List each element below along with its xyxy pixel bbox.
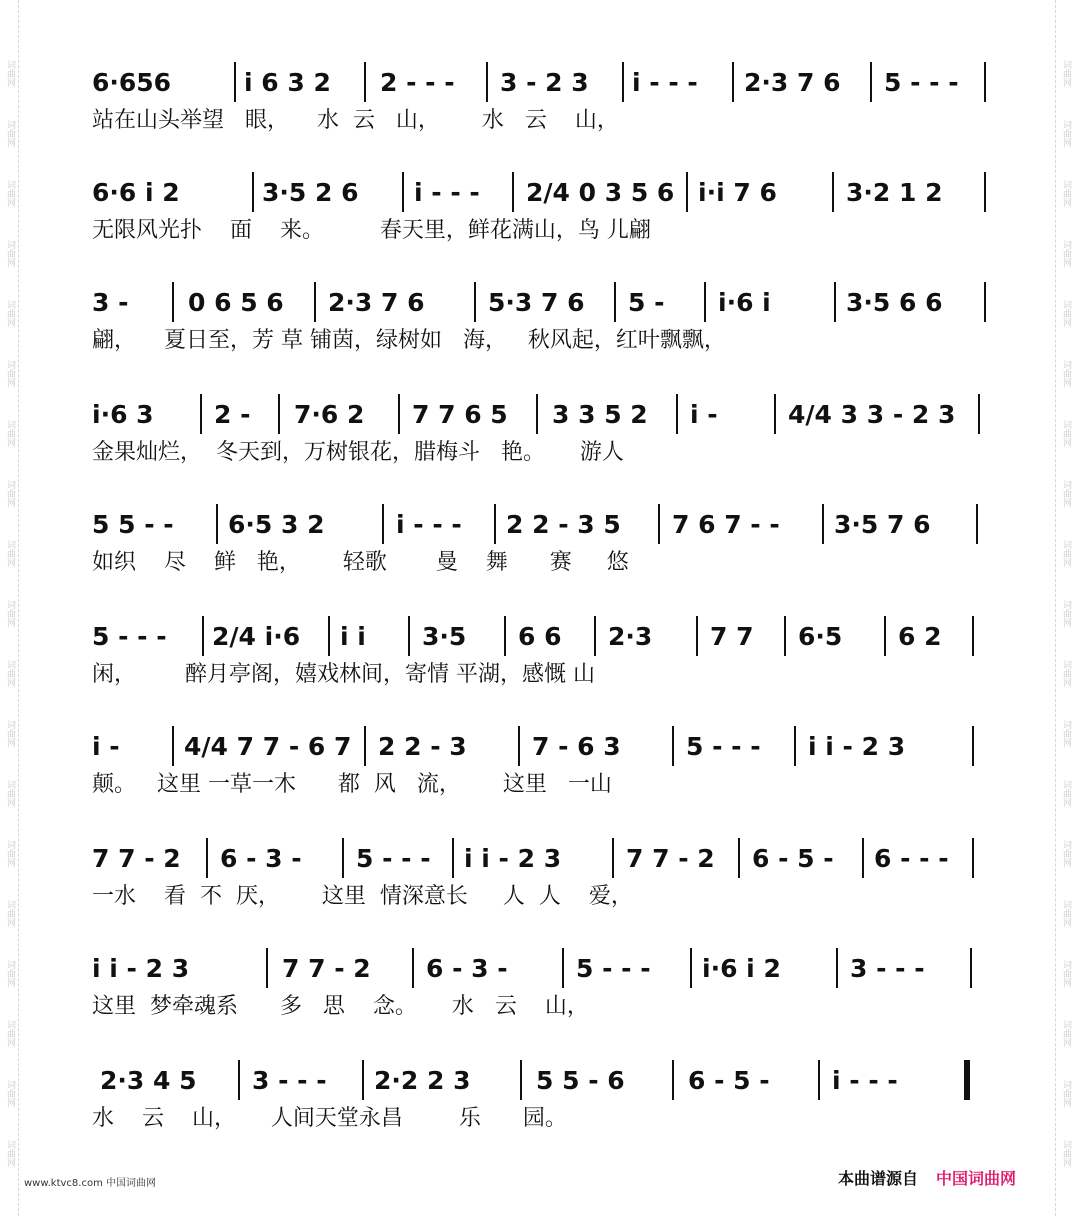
measure-notes: 6 - 3 - [220,844,302,873]
measure-notes: 6 - 5 - [688,1066,770,1095]
bar-line [884,616,886,656]
lyric-line [92,662,992,696]
bar-line [870,62,872,102]
measure-notes: 6·5 [798,622,843,651]
measure-notes: 2 2 - 3 [378,732,467,761]
bar-line [520,1060,522,1100]
bar-line [206,838,208,878]
watermark-text: 词曲网 [5,480,15,507]
lyric-text: 颠。 这里 一草一木 都 风 流， 这里 一山 [92,772,612,797]
watermark-text: 词曲网 [5,540,15,567]
bar-line [402,172,404,212]
measure-notes: i·6 i [718,288,771,317]
measure-notes: 5 - - - [576,954,651,983]
measure-notes: 0 6 5 6 [188,288,284,317]
watermark-text: 词曲网 [5,300,15,327]
bar-line [474,282,476,322]
measure-notes: 7 7 [710,622,754,651]
watermark-text: 词曲网 [1061,480,1071,507]
lyric-line [92,1106,992,1140]
bar-line [658,504,660,544]
footer-source [838,1166,1016,1189]
measure-notes: 2·3 4 5 [100,1066,197,1095]
watermark-text: 词曲网 [1061,780,1071,807]
watermark-text: 词曲网 [1061,60,1071,87]
score-system [92,392,992,502]
measure-notes: 6·5 3 2 [228,510,325,539]
measure-notes: i·6 3 [92,400,154,429]
score-system [92,280,992,390]
bar-line [362,1060,364,1100]
bar-line [504,616,506,656]
bar-line [486,62,488,102]
watermark-text: 词曲网 [5,720,15,747]
measure-notes: 6 6 [518,622,562,651]
watermark-text: 词曲网 [1061,360,1071,387]
measure-notes: 4/4 3 3 - 2 3 [788,400,956,429]
bar-line [984,172,986,212]
bar-line [836,948,838,988]
watermark-text: 词曲网 [5,1080,15,1107]
measure-notes: i - [92,732,120,761]
watermark-text: 词曲网 [1061,840,1071,867]
measure-notes: i i - 2 3 [464,844,562,873]
measure-notes: 5 5 - - [92,510,174,539]
final-bar-line [964,1060,970,1100]
measure-notes: i - - - [832,1066,898,1095]
bar-line [238,1060,240,1100]
measure-notes: 6·6 i 2 [92,178,180,207]
notes-line [92,60,992,104]
watermark-text: 词曲网 [5,960,15,987]
measure-notes: 3·5 2 6 [262,178,359,207]
measure-notes: 5 - - - [686,732,761,761]
bar-line [832,172,834,212]
watermark-text: 词曲网 [1061,1140,1071,1167]
watermark-text: 词曲网 [1061,720,1071,747]
measure-notes: 3 - - - [252,1066,327,1095]
watermark-text: 词曲网 [5,180,15,207]
bar-line [794,726,796,766]
score-system [92,724,992,834]
bar-line [172,726,174,766]
measure-notes: i 6 3 2 [244,68,331,97]
bar-line [784,616,786,656]
measure-notes: 3·2 1 2 [846,178,943,207]
bar-line [314,282,316,322]
score-system [92,60,992,170]
measure-notes: 5 - [628,288,665,317]
lyric-line [92,550,992,584]
bar-line [970,948,972,988]
measure-notes: i - - - [632,68,698,97]
watermark-text: 词曲网 [1061,1020,1071,1047]
measure-notes: i i - 2 3 [808,732,906,761]
measure-notes: 3 - [92,288,129,317]
measure-notes: 2 - - - [380,68,455,97]
measure-notes: 2 - [214,400,251,429]
measure-notes: 5 5 - 6 [536,1066,625,1095]
bar-line [494,504,496,544]
bar-line [202,616,204,656]
bar-line [978,394,980,434]
bar-line [252,172,254,212]
brand-name: 中国词曲网 [936,1169,1017,1188]
measure-notes: 7 7 6 5 [412,400,508,429]
watermark-text: 词曲网 [1061,1080,1071,1107]
lyric-text: 如织 尽 鲜 艳， 轻歌 曼 舞 赛 悠 [92,550,629,575]
watermark-text: 词曲网 [5,60,15,87]
bar-line [686,172,688,212]
bar-line [834,282,836,322]
bar-line [862,838,864,878]
lyric-text: 水 云 山， 人间天堂永昌 乐 园。 [92,1106,567,1131]
notes-line [92,392,992,436]
notes-line [92,946,992,990]
score-system [92,502,992,612]
measure-notes: i i - 2 3 [92,954,190,983]
notes-line [92,170,992,214]
measure-notes: 3·5 7 6 [834,510,931,539]
bar-line [512,172,514,212]
bar-line [278,394,280,434]
bar-line [518,726,520,766]
score-system [92,946,992,1056]
measure-notes: 7 7 - 2 [92,844,181,873]
bar-line [732,62,734,102]
bar-line [696,616,698,656]
watermark-text: 词曲网 [5,780,15,807]
measure-notes: 7·6 2 [294,400,365,429]
measure-notes: i·6 i 2 [702,954,781,983]
watermark-text: 词曲网 [5,120,15,147]
bar-line [972,616,974,656]
watermark-text: 词曲网 [5,1020,15,1047]
notes-line [92,1058,992,1102]
score-system [92,836,992,946]
measure-notes: 3·5 [422,622,467,651]
measure-notes: 2·3 [608,622,653,651]
bar-line [690,948,692,988]
watermark-text: 词曲网 [1061,660,1071,687]
watermark-text: 词曲网 [1061,240,1071,267]
notes-line [92,280,992,324]
measure-notes: i·i 7 6 [698,178,777,207]
watermark-text: 词曲网 [1061,960,1071,987]
lyric-line [92,884,992,918]
watermark-text: 词曲网 [5,600,15,627]
measure-notes: 2·2 2 3 [374,1066,471,1095]
bar-line [972,726,974,766]
watermark-text: 词曲网 [5,660,15,687]
bar-line [676,394,678,434]
bar-line [216,504,218,544]
measure-notes: 2/4 0 3 5 6 [526,178,675,207]
score-system [92,614,992,724]
score-system [92,170,992,280]
lyric-text: 金果灿烂， 冬天到，万树银花，腊梅斗 艳。 游人 [92,440,624,465]
measure-notes: 6·656 [92,68,172,97]
bar-line [704,282,706,322]
measure-notes: 3 - 2 3 [500,68,589,97]
measure-notes: i - - - [414,178,480,207]
measure-notes: i - [690,400,718,429]
bar-line [594,616,596,656]
lyric-text: 站在山头举望 眼， 水 云 山， 水 云 山， [92,108,619,133]
bar-line [738,838,740,878]
measure-notes: 2·3 7 6 [328,288,425,317]
bar-line [672,726,674,766]
bar-line [774,394,776,434]
lyric-line [92,772,992,806]
bar-line [342,838,344,878]
measure-notes: 7 - 6 3 [532,732,621,761]
watermark-text: 词曲网 [5,900,15,927]
bar-line [536,394,538,434]
notes-line [92,614,992,658]
bar-line [672,1060,674,1100]
bar-line [408,616,410,656]
measure-notes: 7 7 - 2 [282,954,371,983]
watermark-text: 词曲网 [1061,420,1071,447]
watermark-text: 词曲网 [1061,180,1071,207]
bar-line [612,838,614,878]
bar-line [364,726,366,766]
measure-notes: 7 7 - 2 [626,844,715,873]
measure-notes: i i [340,622,366,651]
measure-notes: 6 2 [898,622,942,651]
bar-line [984,282,986,322]
watermark-text: 词曲网 [5,360,15,387]
lyric-text: 闲， 醉月亭阁，嬉戏林间，寄情 平湖，感慨 山 [92,662,595,687]
bar-line [452,838,454,878]
bar-line [364,62,366,102]
bar-line [614,282,616,322]
bar-line [822,504,824,544]
measure-notes: 2 2 - 3 5 [506,510,621,539]
footer-site: www.ktvc8.com 中国词曲网 [24,1178,157,1189]
bar-line [984,62,986,102]
measure-notes: 5·3 7 6 [488,288,585,317]
bar-line [328,616,330,656]
lyric-text: 这里 梦牵魂系 多 思 念。 水 云 山， [92,994,589,1019]
bar-line [266,948,268,988]
lyric-text: 翩， 夏日至，芳 草 铺茵，绿树如 海， 秋风起，红叶飘飘， [92,328,726,353]
notes-line [92,724,992,768]
measure-notes: 2·3 7 6 [744,68,841,97]
measure-notes: 6 - 5 - [752,844,834,873]
measure-notes: 4/4 7 7 - 6 7 [184,732,352,761]
bar-line [234,62,236,102]
measure-notes: 3 - - - [850,954,925,983]
bar-line [818,1060,820,1100]
watermark-text: 词曲网 [1061,120,1071,147]
bar-line [172,282,174,322]
measure-notes: 3 3 5 2 [552,400,648,429]
measure-notes: 6 - 3 - [426,954,508,983]
watermark-text: 词曲网 [1061,600,1071,627]
bar-line [382,504,384,544]
watermark-text: 词曲网 [5,240,15,267]
bar-line [562,948,564,988]
measure-notes: 5 - - - [356,844,431,873]
measure-notes: 6 - - - [874,844,949,873]
lyric-line [92,994,992,1028]
watermark-text: 词曲网 [1061,300,1071,327]
measure-notes: 2/4 i·6 [212,622,301,651]
score-system [92,1058,992,1168]
source-label: 本曲谱源自 [838,1169,919,1188]
lyric-line [92,108,992,142]
bar-line [972,838,974,878]
bar-line [398,394,400,434]
lyric-text: 一水 看 不 厌， 这里 情深意长 人 人 爱， [92,884,633,909]
watermark-text: 词曲网 [5,1140,15,1167]
measure-notes: 3·5 6 6 [846,288,943,317]
watermark-text: 词曲网 [1061,900,1071,927]
measure-notes: i - - - [396,510,462,539]
lyric-line [92,328,992,362]
watermark-text: 词曲网 [5,840,15,867]
measure-notes: 5 - - - [884,68,959,97]
lyric-text: 无限风光扑 面 来。 春天里，鲜花满山，鸟 儿翩 [92,218,651,243]
bar-line [412,948,414,988]
measure-notes: 5 - - - [92,622,167,651]
lyric-line [92,440,992,474]
measure-notes: 7 6 7 - - [672,510,780,539]
notes-line [92,836,992,880]
watermark-text: 词曲网 [1061,540,1071,567]
watermark-text: 词曲网 [5,420,15,447]
notes-line [92,502,992,546]
bar-line [976,504,978,544]
bar-line [200,394,202,434]
bar-line [622,62,624,102]
lyric-line [92,218,992,252]
